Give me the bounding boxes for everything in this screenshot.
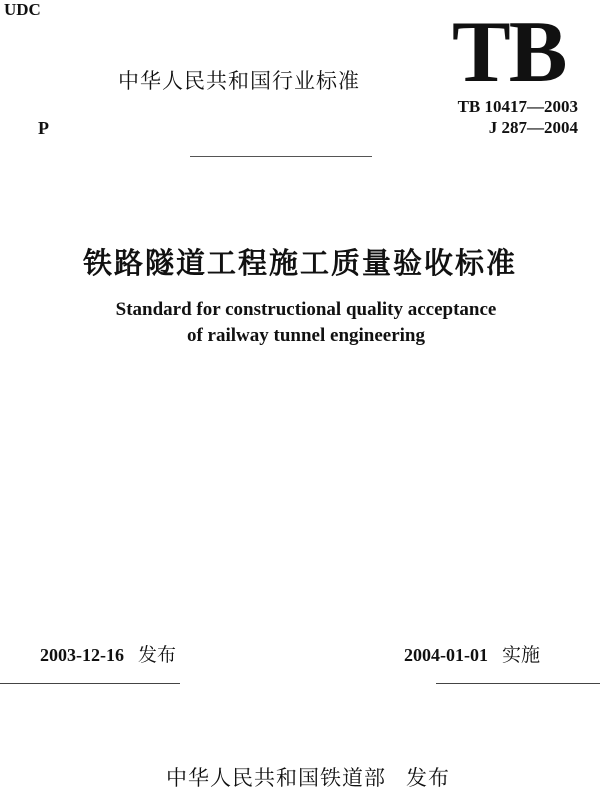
standard-codes (400, 96, 578, 138)
publisher-line (0, 764, 600, 792)
title-english-line-1: Standard for constructional quality acceptance (115, 299, 497, 320)
industry-standard-heading: 中华人民共和国行业标准 (118, 69, 360, 93)
header-divider (190, 156, 372, 157)
footer-divider-left (0, 683, 180, 684)
udc-label: UDC (4, 0, 41, 19)
publisher-label: 发布 (406, 766, 450, 790)
footer-divider-right (436, 683, 600, 684)
implementation-label: 实施 (502, 644, 541, 666)
document-title-chinese: 铁路隧道工程施工质量验收标准 (82, 246, 517, 280)
issue-label: 发布 (138, 644, 177, 666)
title-english-line-2: of railway tunnel engineering (186, 325, 426, 346)
classification-code: P (38, 118, 49, 138)
publisher-name: 中华人民共和国铁道部 (166, 766, 386, 790)
standard-code-primary: TB 10417—2003 (457, 97, 578, 116)
issue-date-block (40, 643, 176, 667)
document-title-english (0, 297, 600, 349)
implementation-date: 2004-01-01 (404, 645, 488, 665)
standard-code-secondary: J 287—2004 (488, 118, 578, 137)
tb-standard-mark: TB (452, 4, 566, 101)
implementation-date-block (404, 643, 540, 667)
issue-date: 2003-12-16 (40, 645, 124, 665)
